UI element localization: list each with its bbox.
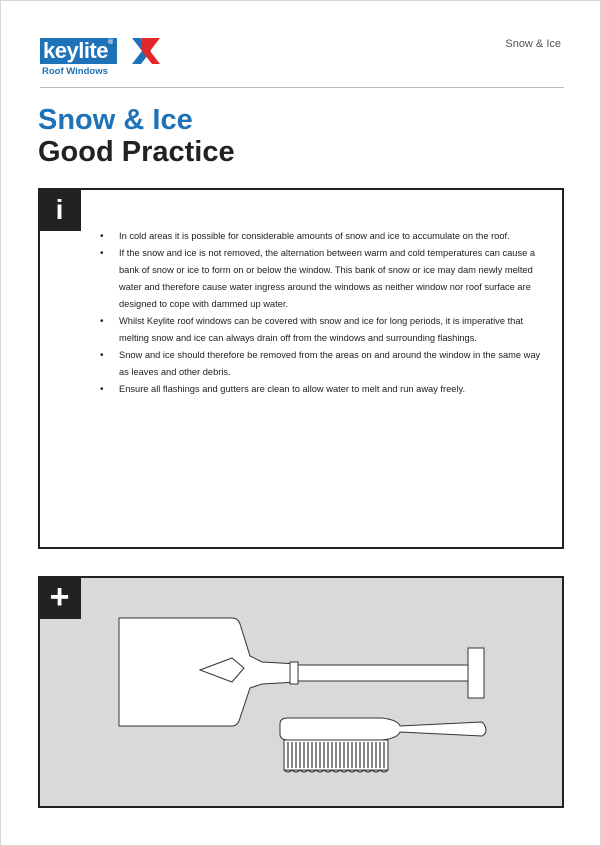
running-head: Snow & Ice (505, 38, 561, 50)
info-icon: i (38, 188, 81, 231)
keylite-logo (40, 38, 170, 80)
tools-illustration (40, 578, 562, 806)
logo-chevron-icon (132, 38, 160, 64)
hand-brush-icon (280, 718, 486, 772)
header-rule (40, 87, 564, 88)
logo-brand-text: keylite (43, 38, 108, 63)
page-title: Snow & Ice (38, 104, 193, 136)
list-item: • In cold areas it is possible for considerable amounts of snow and ice to accumulate on the roof. (100, 228, 550, 245)
list-item: • If the snow and ice is not removed, the alternation between warm and cold temperatures can cause a bank of snow or ice to form on or below the window. This bank of snow or ice may dam newly melted water and therefore cause water ingress around the windows as neither window nor roof surface are designed to cope with dammed up water. (100, 245, 550, 313)
list-item: • Snow and ice should therefore be removed from the areas on and around the window in the same way as leaves and other debris. (100, 347, 550, 381)
list-item: • Whilst Keylite roof windows can be covered with snow and ice for long periods, it is imperative that melting snow and ice can always drain off from the windows and surrounding flashings. (100, 313, 550, 347)
logo-wordmark (40, 38, 117, 64)
snow-shovel-icon (119, 618, 484, 726)
page-subtitle: Good Practice (38, 136, 235, 168)
list-item: • Ensure all flashings and gutters are clean to allow water to melt and run away freely. (100, 381, 550, 398)
plus-icon: + (38, 576, 81, 619)
info-bullet-list (100, 228, 550, 398)
registered-mark: ® (108, 39, 113, 46)
logo-tagline: Roof Windows (42, 66, 108, 77)
